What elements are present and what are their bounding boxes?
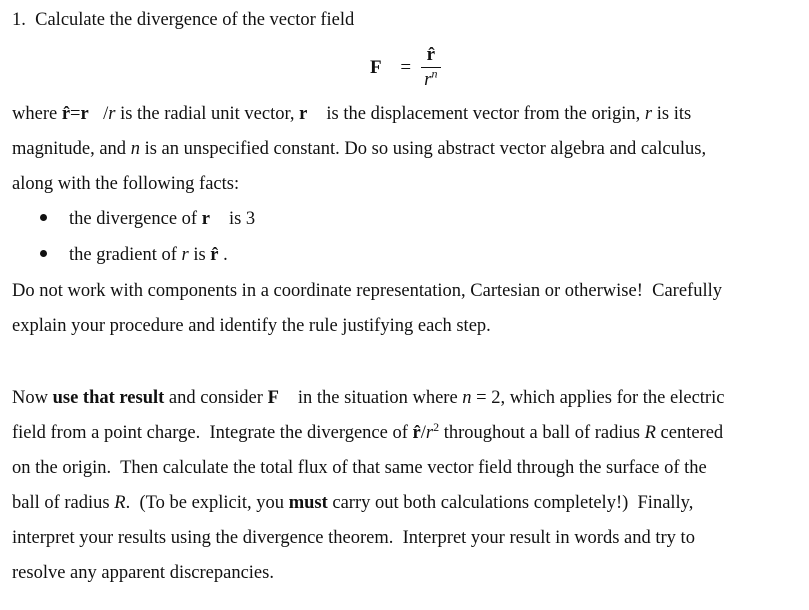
text-line — [12, 173, 239, 195]
text-segment: r — [425, 423, 434, 443]
bullet-item — [40, 244, 228, 266]
text-segment: r̂ — [412, 423, 421, 443]
text-line — [12, 280, 722, 302]
text-segment: throughout a ball of radius — [439, 423, 645, 443]
text-line — [12, 492, 693, 514]
text-segment: F⃗ — [267, 388, 294, 408]
text-segment: is the radial unit vector, — [115, 104, 300, 124]
text-segment: is the displacement vector from the origin, — [321, 104, 645, 124]
text-segment: centered — [655, 423, 724, 443]
text-segment: R — [644, 423, 656, 443]
text-segment: is — [188, 245, 211, 265]
text-segment: the divergence of — [69, 209, 202, 229]
text-segment: field from a point charge. Integrate the divergence of — [12, 423, 413, 443]
text-segment: r — [108, 104, 116, 124]
text-segment: ball of radius — [12, 493, 115, 513]
text-segment: where — [12, 104, 62, 124]
text-segment: on the origin. Then calculate the total flux of that same vector field through the surface of the — [12, 458, 707, 478]
text-line — [12, 527, 695, 549]
text-segment: / — [103, 104, 109, 124]
text-segment: r̂ — [210, 245, 219, 265]
text-segment: r⃗ — [299, 104, 322, 124]
text-line — [12, 315, 491, 337]
text-segment: . (To be explicit, you — [125, 493, 289, 513]
text-segment: along with the following facts: — [12, 174, 240, 194]
problem-heading — [12, 9, 354, 31]
text-segment: r̂ — [61, 104, 71, 124]
denominator-exponent: n — [431, 66, 438, 81]
text-segment: use that result — [52, 388, 165, 408]
text-segment: explain your procedure and identify the rule justifying each step. — [12, 316, 491, 336]
text-line — [12, 419, 724, 444]
text-segment: the gradient of — [69, 245, 182, 265]
equation-lhs: F⃗ — [370, 56, 397, 78]
text-segment: r⃗ — [80, 104, 104, 124]
text-segment: n — [462, 388, 472, 408]
text-segment: n — [130, 139, 140, 159]
text-line — [12, 138, 706, 160]
text-segment: is 3 — [224, 209, 256, 229]
text-segment: resolve any apparent discrepancies. — [12, 563, 274, 583]
bullet-icon — [40, 214, 47, 221]
problem-number: 1. — [12, 10, 26, 30]
text-segment: interpret your results using the divergence theorem. Interpret your result in words and try to — [12, 528, 695, 548]
text-segment: and consider — [164, 388, 268, 408]
bullet-item — [40, 208, 255, 230]
denominator-base: r — [424, 69, 432, 90]
text-segment: . — [218, 245, 228, 265]
text-segment: is its — [652, 104, 692, 124]
text-segment: = 2, which applies for the electric — [471, 388, 725, 408]
text-segment: = — [70, 104, 81, 124]
text-segment: R — [114, 493, 126, 513]
text-segment: r — [181, 245, 189, 265]
text-segment: r — [644, 104, 653, 124]
equation-equals: = — [400, 56, 412, 78]
equation-numerator: r̂ — [426, 44, 436, 65]
text-segment: Do not work with components in a coordinate representation, Cartesian or otherwise! Carefully — [12, 281, 722, 301]
text-line — [12, 103, 691, 125]
equation — [370, 44, 441, 91]
text-segment: carry out both calculations completely!) Finally, — [327, 493, 694, 513]
text-segment: must — [288, 493, 328, 513]
equation-fraction — [421, 44, 440, 91]
text-segment: in the situation where — [293, 388, 463, 408]
text-segment: r⃗ — [201, 209, 225, 229]
text-segment: Now — [12, 388, 53, 408]
text-segment: / — [420, 423, 426, 443]
text-line — [12, 562, 274, 584]
equation-denominator — [421, 67, 440, 91]
text-segment: magnitude, and — [12, 139, 131, 159]
text-segment: is an unspecified constant. Do so using abstract vector algebra and calculus, — [139, 139, 707, 159]
text-segment: 2 — [433, 419, 440, 434]
text-line — [12, 457, 707, 479]
problem-intro: Calculate the divergence of the vector field — [35, 10, 355, 30]
bullet-icon — [40, 250, 47, 257]
text-line — [12, 387, 724, 409]
